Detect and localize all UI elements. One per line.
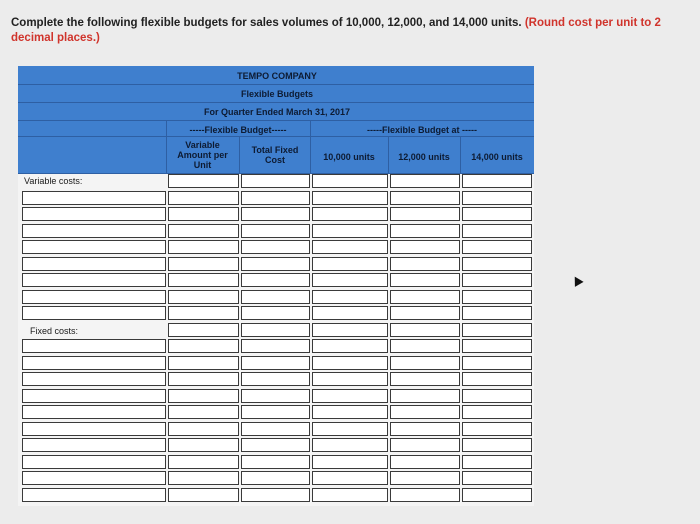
units-12000-cell[interactable] bbox=[390, 339, 460, 353]
description-cell[interactable] bbox=[22, 339, 166, 353]
table-row bbox=[18, 257, 534, 273]
units-10000-cell[interactable] bbox=[312, 356, 388, 370]
variable-amount-cell[interactable] bbox=[168, 240, 239, 254]
units-12000-cell[interactable] bbox=[390, 290, 460, 304]
units-10000-cell[interactable] bbox=[312, 224, 388, 238]
units-14000-cell[interactable] bbox=[462, 455, 532, 469]
units-12000-cell[interactable] bbox=[390, 488, 460, 502]
units-14000-cell[interactable] bbox=[462, 323, 532, 337]
variable-amount-cell[interactable] bbox=[168, 455, 239, 469]
table-row bbox=[18, 224, 534, 240]
fixed-cost-cell[interactable] bbox=[241, 323, 310, 337]
variable-amount-cell[interactable] bbox=[168, 174, 239, 188]
units-14000-cell[interactable] bbox=[462, 372, 532, 386]
description-cell[interactable] bbox=[22, 306, 166, 320]
col-header-variable-amount: Variable Amount per Unit bbox=[177, 140, 228, 170]
fixed-cost-cell[interactable] bbox=[241, 405, 310, 419]
units-14000-cell[interactable] bbox=[462, 273, 532, 287]
units-14000-cell[interactable] bbox=[462, 339, 532, 353]
variable-amount-cell[interactable] bbox=[168, 389, 239, 403]
fixed-cost-cell[interactable] bbox=[241, 339, 310, 353]
units-14000-cell[interactable] bbox=[462, 306, 532, 320]
units-12000-cell[interactable] bbox=[390, 422, 460, 436]
col-header-14000-units: 14,000 units bbox=[471, 152, 523, 162]
units-10000-cell[interactable] bbox=[312, 257, 388, 271]
units-14000-cell[interactable] bbox=[462, 257, 532, 271]
variable-amount-cell[interactable] bbox=[168, 422, 239, 436]
table-row bbox=[18, 306, 534, 322]
col-header-total-fixed-cost: Total Fixed Cost bbox=[251, 145, 299, 165]
variable-amount-cell[interactable] bbox=[168, 405, 239, 419]
table-row bbox=[18, 356, 534, 372]
variable-amount-cell[interactable] bbox=[168, 356, 239, 370]
mouse-pointer-icon bbox=[570, 274, 583, 287]
description-cell[interactable] bbox=[22, 273, 166, 287]
variable-amount-cell[interactable] bbox=[168, 257, 239, 271]
fixed-cost-cell[interactable] bbox=[241, 306, 310, 320]
units-12000-cell[interactable] bbox=[390, 356, 460, 370]
company-name: TEMPO COMPANY bbox=[237, 71, 317, 81]
units-12000-cell[interactable] bbox=[390, 471, 460, 485]
description-cell[interactable] bbox=[22, 389, 166, 403]
description-cell[interactable] bbox=[22, 455, 166, 469]
description-cell[interactable] bbox=[22, 372, 166, 386]
units-12000-cell[interactable] bbox=[390, 174, 460, 188]
variable-amount-cell[interactable] bbox=[168, 339, 239, 353]
units-12000-cell[interactable] bbox=[390, 306, 460, 320]
description-cell[interactable] bbox=[22, 257, 166, 271]
description-cell[interactable] bbox=[22, 207, 166, 221]
table-row bbox=[18, 422, 534, 438]
variable-amount-cell[interactable] bbox=[168, 306, 239, 320]
fixed-cost-cell[interactable] bbox=[241, 372, 310, 386]
units-14000-cell[interactable] bbox=[462, 174, 532, 188]
fixed-cost-cell[interactable] bbox=[241, 356, 310, 370]
units-10000-cell[interactable] bbox=[312, 174, 388, 188]
units-14000-cell[interactable] bbox=[462, 207, 532, 221]
units-12000-cell[interactable] bbox=[390, 273, 460, 287]
table-row bbox=[18, 339, 534, 355]
units-10000-cell[interactable] bbox=[312, 389, 388, 403]
table-row bbox=[18, 290, 534, 306]
units-10000-cell[interactable] bbox=[312, 273, 388, 287]
description-cell[interactable] bbox=[22, 240, 166, 254]
table-row bbox=[18, 438, 534, 454]
fixed-cost-cell[interactable] bbox=[241, 488, 310, 502]
col-header-10000-units: 10,000 units bbox=[323, 152, 375, 162]
units-12000-cell[interactable] bbox=[390, 240, 460, 254]
table-row bbox=[18, 191, 534, 207]
units-10000-cell[interactable] bbox=[312, 438, 388, 452]
fixed-cost-cell[interactable] bbox=[241, 224, 310, 238]
units-12000-cell[interactable] bbox=[390, 438, 460, 452]
description-cell[interactable] bbox=[22, 438, 166, 452]
fixed-cost-cell[interactable] bbox=[241, 207, 310, 221]
units-10000-cell[interactable] bbox=[312, 372, 388, 386]
group-header-flexible-budget: -----Flexible Budget----- bbox=[189, 125, 287, 135]
variable-amount-cell[interactable] bbox=[168, 488, 239, 502]
fixed-cost-cell[interactable] bbox=[241, 455, 310, 469]
units-14000-cell[interactable] bbox=[462, 240, 532, 254]
units-12000-cell[interactable] bbox=[390, 455, 460, 469]
flexible-budget-worksheet bbox=[18, 66, 534, 506]
units-12000-cell[interactable] bbox=[390, 207, 460, 221]
units-10000-cell[interactable] bbox=[312, 240, 388, 254]
description-cell[interactable] bbox=[22, 356, 166, 370]
units-14000-cell[interactable] bbox=[462, 438, 532, 452]
report-title: Flexible Budgets bbox=[240, 89, 313, 99]
report-period: For Quarter Ended March 31, 2017 bbox=[203, 107, 351, 117]
variable-amount-cell[interactable] bbox=[168, 207, 239, 221]
group-header-flexible-budget-at: -----Flexible Budget at ----- bbox=[367, 125, 477, 135]
units-12000-cell[interactable] bbox=[390, 224, 460, 238]
instructions-main: Complete the following flexible budgets for sales volumes of 10,000, 12,000, and 14,000 units. bbox=[11, 17, 522, 29]
table-row bbox=[18, 389, 534, 405]
units-14000-cell[interactable] bbox=[462, 471, 532, 485]
fixed-cost-cell[interactable] bbox=[241, 290, 310, 304]
units-12000-cell[interactable] bbox=[390, 257, 460, 271]
table-row bbox=[18, 405, 534, 421]
col-header-12000-units: 12,000 units bbox=[398, 152, 450, 162]
description-cell[interactable] bbox=[22, 290, 166, 304]
table-row bbox=[18, 455, 534, 471]
units-12000-cell[interactable] bbox=[390, 405, 460, 419]
units-14000-cell[interactable] bbox=[462, 405, 532, 419]
units-14000-cell[interactable] bbox=[462, 191, 532, 205]
units-14000-cell[interactable] bbox=[462, 389, 532, 403]
description-cell[interactable] bbox=[22, 191, 166, 205]
table-row bbox=[18, 174, 534, 190]
section-label-variable-costs: Variable costs: bbox=[24, 176, 83, 186]
variable-amount-cell[interactable] bbox=[168, 372, 239, 386]
table-row bbox=[18, 273, 534, 289]
variable-amount-cell[interactable] bbox=[168, 191, 239, 205]
description-cell[interactable] bbox=[22, 488, 166, 502]
units-12000-cell[interactable] bbox=[390, 372, 460, 386]
rounding-note: (Round cost per unit to 2 decimal places.) bbox=[11, 17, 661, 44]
units-14000-cell[interactable] bbox=[462, 290, 532, 304]
table-row bbox=[18, 488, 534, 504]
variable-amount-cell[interactable] bbox=[168, 273, 239, 287]
fixed-cost-cell[interactable] bbox=[241, 240, 310, 254]
fixed-cost-cell[interactable] bbox=[241, 273, 310, 287]
fixed-cost-cell[interactable] bbox=[241, 471, 310, 485]
variable-amount-cell[interactable] bbox=[168, 224, 239, 238]
table-row bbox=[18, 323, 534, 339]
units-10000-cell[interactable] bbox=[312, 339, 388, 353]
units-14000-cell[interactable] bbox=[462, 422, 532, 436]
units-12000-cell[interactable] bbox=[390, 389, 460, 403]
section-label-fixed-costs: Fixed costs: bbox=[30, 325, 79, 336]
units-10000-cell[interactable] bbox=[312, 488, 388, 502]
fixed-cost-cell[interactable] bbox=[241, 257, 310, 271]
instructions bbox=[11, 16, 691, 46]
units-10000-cell[interactable] bbox=[312, 422, 388, 436]
fixed-cost-cell[interactable] bbox=[241, 438, 310, 452]
description-cell[interactable] bbox=[22, 405, 166, 419]
units-12000-cell[interactable] bbox=[390, 191, 460, 205]
description-cell[interactable] bbox=[22, 224, 166, 238]
table-row bbox=[18, 207, 534, 223]
variable-amount-cell[interactable] bbox=[168, 290, 239, 304]
variable-amount-cell[interactable] bbox=[168, 471, 239, 485]
table-row bbox=[18, 372, 534, 388]
variable-amount-cell[interactable] bbox=[168, 323, 239, 337]
units-10000-cell[interactable] bbox=[312, 405, 388, 419]
units-14000-cell[interactable] bbox=[462, 356, 532, 370]
variable-amount-cell[interactable] bbox=[168, 438, 239, 452]
table-row bbox=[18, 471, 534, 487]
fixed-cost-cell[interactable] bbox=[241, 174, 310, 188]
units-12000-cell[interactable] bbox=[390, 323, 460, 337]
units-10000-cell[interactable] bbox=[312, 290, 388, 304]
table-header bbox=[18, 66, 534, 174]
units-10000-cell[interactable] bbox=[312, 455, 388, 469]
fixed-cost-cell[interactable] bbox=[241, 191, 310, 205]
units-10000-cell[interactable] bbox=[312, 471, 388, 485]
units-10000-cell[interactable] bbox=[312, 191, 388, 205]
units-10000-cell[interactable] bbox=[312, 323, 388, 337]
description-cell[interactable] bbox=[22, 471, 166, 485]
units-10000-cell[interactable] bbox=[312, 306, 388, 320]
table-row bbox=[18, 240, 534, 256]
description-cell[interactable] bbox=[22, 422, 166, 436]
fixed-cost-cell[interactable] bbox=[241, 422, 310, 436]
units-10000-cell[interactable] bbox=[312, 207, 388, 221]
units-14000-cell[interactable] bbox=[462, 488, 532, 502]
units-14000-cell[interactable] bbox=[462, 224, 532, 238]
fixed-cost-cell[interactable] bbox=[241, 389, 310, 403]
